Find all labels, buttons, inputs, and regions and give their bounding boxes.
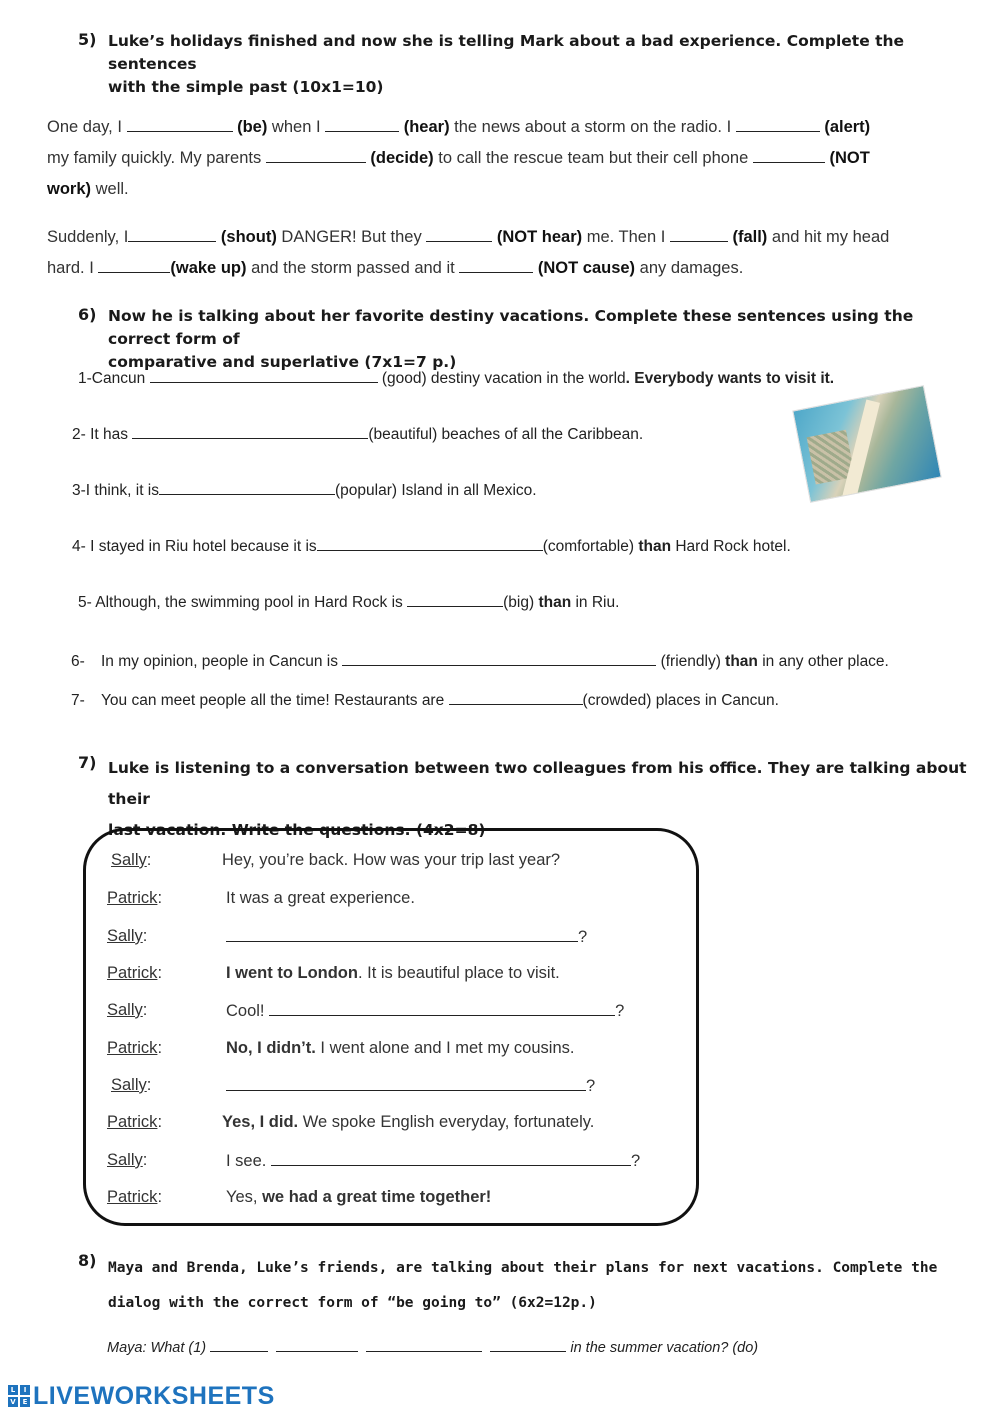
dialog-line: Patrick: [107, 1188, 163, 1206]
q6-item-4: 4- I stayed in Riu hotel because it is (comfortable) than Hard Rock hotel. [72, 538, 791, 555]
q6-item-2: 2- It has (beautiful) beaches of all the Caribbean. [72, 426, 644, 443]
blank-input[interactable] [736, 117, 820, 132]
dialog-line: Patrick: [107, 1113, 163, 1131]
blank-input[interactable] [276, 1337, 358, 1352]
liveworksheets-logo[interactable] [8, 1382, 275, 1410]
q6-heading: Now he is talking about her favorite destiny vacations. Complete these sentences using the correct form of comparative and superlative (7x1=7 p.) [108, 307, 914, 371]
dialog-text: Yes, we had a great time together! [226, 1188, 492, 1206]
dialog-text: I see. ? [226, 1152, 641, 1170]
blank-input[interactable] [449, 690, 583, 705]
q5-number: 5) [78, 30, 97, 49]
blank-input[interactable] [407, 592, 503, 607]
blank-input[interactable] [490, 1337, 566, 1352]
dialog-text: It was a great experience. [226, 889, 415, 907]
blank-input[interactable] [210, 1337, 268, 1352]
q6-number: 6) [78, 305, 97, 324]
blank-input[interactable] [132, 424, 368, 439]
dialog-line: Sally: [107, 927, 148, 945]
q7-number: 7) [78, 753, 97, 772]
dialog-line: Sally: [111, 851, 152, 869]
q5-paragraph-2: Suddenly, I (shout) DANGER! But they (NOT hear) me. Then I (fall) and hit my head hard. I (wake up) and the storm passed and it (NOT cause) any damages. [47, 228, 890, 277]
dialog-text: ? [226, 927, 587, 947]
q5-paragraph-1: One day, I (be) when I (hear) the news about a storm on the radio. I (alert) my family quickly. My parents (decide) to call the rescue team but their cell phone (NOT work) well. [47, 118, 871, 198]
q6-item-1: 1-Cancun (good) destiny vacation in the world. Everybody wants to visit it. [78, 370, 835, 387]
blank-input[interactable] [459, 258, 533, 273]
dialog-text: Cool! ? [226, 1002, 625, 1020]
dialog-line: Sally: [107, 1001, 148, 1019]
blank-input[interactable] [266, 148, 366, 163]
blank-input[interactable] [159, 480, 335, 495]
dialog-text: Hey, you’re back. How was your trip last year? [222, 851, 561, 869]
blank-input[interactable] [317, 536, 543, 551]
q8-heading: Maya and Brenda, Luke’s friends, are talking about their plans for next vacations. Complete the dialog with the correct form of “be going to” (6x2=12p.) [108, 1260, 938, 1311]
q7-heading: Luke is listening to a conversation between two colleagues from his office. They are talking about their last vacation. Write the questions. (4x2=8) [108, 759, 967, 839]
q6-item-7: 7- You can meet people all the time! Restaurants are (crowded) places in Cancun. [71, 692, 779, 709]
dialog-line: Patrick: [107, 889, 163, 907]
blank-input[interactable] [325, 117, 399, 132]
question-input[interactable] [269, 1001, 615, 1016]
blank-input[interactable] [753, 148, 825, 163]
blank-input[interactable] [150, 368, 378, 383]
blank-input[interactable] [342, 651, 656, 666]
dialog-text: I went to London. It is beautiful place to visit. [226, 964, 560, 982]
logo-mark-icon: L I V E [8, 1385, 30, 1407]
blank-input[interactable] [366, 1337, 482, 1352]
dialog-line: Patrick: [107, 1039, 163, 1057]
q8-line-1: Maya: What (1) in the summer vacation? (do) [107, 1337, 758, 1356]
blank-input[interactable] [128, 227, 216, 242]
question-input[interactable] [226, 927, 578, 942]
cancun-beach-photo [792, 385, 941, 503]
q6-item-3: 3-I think, it is (popular) Island in all Mexico. [72, 482, 537, 499]
dialog-text: No, I didn’t. I went alone and I met my cousins. [226, 1039, 575, 1057]
q5-heading: Luke’s holidays finished and now she is telling Mark about a bad experience. Complete the sentences with the simple past (10x1=10) [108, 32, 905, 96]
logo-text: LIVEWORKSHEETS [33, 1381, 275, 1410]
blank-input[interactable] [98, 258, 170, 273]
blank-input[interactable] [127, 117, 233, 132]
dialog-text: Yes, I did. We spoke English everyday, fortunately. [222, 1113, 595, 1131]
dialog-line: Sally: [107, 1151, 148, 1169]
q8-number: 8) [78, 1251, 97, 1270]
q6-item-6: 6- In my opinion, people in Cancun is (friendly) than in any other place. [71, 653, 889, 670]
q6-item-5: 5- Although, the swimming pool in Hard Rock is (big) than in Riu. [78, 594, 620, 611]
dialog-line: Patrick: [107, 964, 163, 982]
blank-input[interactable] [426, 227, 492, 242]
dialog-line: Sally: [111, 1076, 152, 1094]
question-input[interactable] [271, 1151, 631, 1166]
blank-input[interactable] [670, 227, 728, 242]
question-input[interactable] [226, 1076, 586, 1091]
dialog-text: ? [226, 1076, 595, 1096]
